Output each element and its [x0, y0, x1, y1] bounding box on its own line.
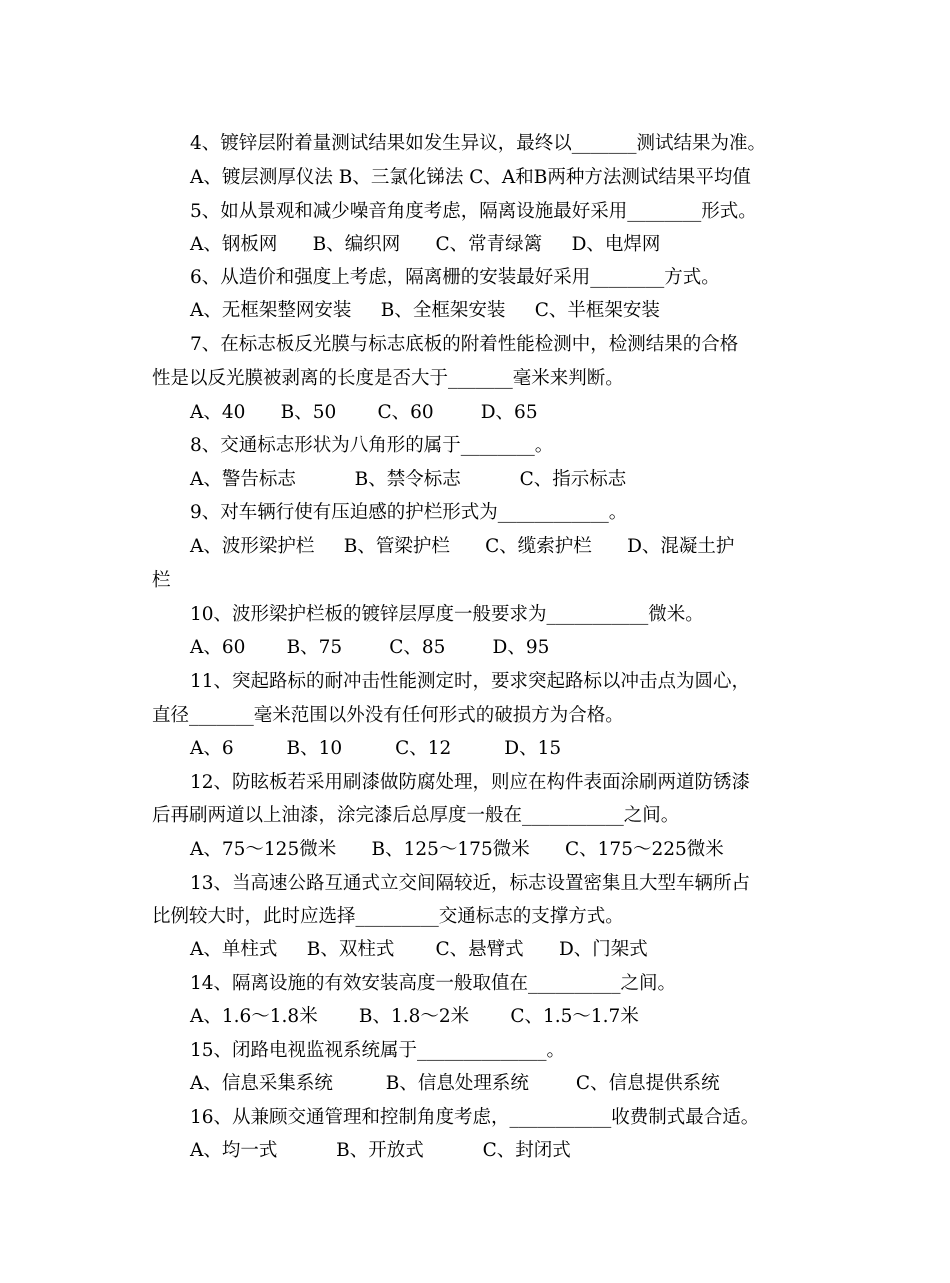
question-7-line-2: 性是以反光膜被剥离的长度是否大于_______毫米来判断。 — [152, 368, 624, 389]
question-9-options-line-2: 栏 — [152, 570, 171, 591]
question-10-options: A、60 B、75 C、85 D、95 — [190, 637, 550, 658]
question-14-options: A、1.6～1.8米 B、1.8～2米 C、1.5～1.7米 — [190, 1006, 639, 1027]
question-16: 16、从兼顾交通管理和控制角度考虑，___________收费制式最合适。 — [190, 1107, 760, 1128]
question-5: 5、如从景观和减少噪音角度考虑，隔离设施最好采用________形式。 — [190, 201, 757, 222]
question-13-line-1: 13、当高速公路互通式立交间隔较近，标志设置密集且大型车辆所占 — [190, 873, 751, 894]
question-14: 14、隔离设施的有效安装高度一般取值在__________之间。 — [190, 973, 677, 994]
question-15-options: A、信息采集系统 B、信息处理系统 C、信息提供系统 — [190, 1073, 720, 1094]
question-7-options: A、40 B、50 C、60 D、65 — [190, 402, 538, 423]
question-12-line-2: 后再刷两道以上油漆，涂完漆后总厚度一般在___________之间。 — [152, 805, 680, 826]
question-10: 10、波形梁护栏板的镀锌层厚度一般要求为___________微米。 — [190, 604, 704, 625]
question-9-options-line-1: A、波形梁护栏 B、管梁护栏 C、缆索护栏 D、混凝土护 — [190, 536, 735, 557]
question-4: 4、镀锌层附着量测试结果如发生异议，最终以_______测试结果为准。 — [190, 133, 767, 154]
question-8-options: A、警告标志 B、禁令标志 C、指示标志 — [190, 469, 627, 490]
question-13-options: A、单柱式 B、双柱式 C、悬臂式 D、门架式 — [190, 939, 648, 960]
question-7-line-1: 7、在标志板反光膜与标志底板的附着性能检测中，检测结果的合格 — [190, 334, 739, 355]
question-11-line-1: 11、突起路标的耐冲击性能测定时，要求突起路标以冲击点为圆心， — [190, 671, 751, 692]
question-13-line-2: 比例较大时，此时应选择_________交通标志的支撑方式。 — [152, 906, 624, 927]
question-11-options: A、6 B、10 C、12 D、15 — [190, 738, 562, 759]
question-12-line-1: 12、防眩板若采用刷漆做防腐处理，则应在构件表面涂刷两道防锈漆 — [190, 772, 751, 793]
question-9: 9、对车辆行使有压迫感的护栏形式为____________。 — [190, 502, 628, 523]
question-6: 6、从造价和强度上考虑，隔离栅的安装最好采用________方式。 — [190, 267, 720, 288]
question-6-options: A、无框架整网安装 B、全框架安装 C、半框架安装 — [190, 300, 660, 321]
question-16-options: A、均一式 B、开放式 C、封闭式 — [190, 1140, 571, 1161]
question-12-options: A、75～125微米 B、125～175微米 C、175～225微米 — [190, 839, 724, 860]
question-11-line-2: 直径_______毫米范围以外没有任何形式的破损方为合格。 — [152, 705, 624, 726]
question-5-options: A、钢板网 B、编织网 C、常青绿篱 D、电焊网 — [190, 234, 661, 255]
question-4-options: A、镀层测厚仪法 B、三氯化锑法 C、A和B两种方法测试结果平均值 — [190, 167, 751, 188]
question-15: 15、闭路电视监视系统属于______________。 — [190, 1040, 566, 1061]
question-8: 8、交通标志形状为八角形的属于________。 — [190, 435, 554, 456]
